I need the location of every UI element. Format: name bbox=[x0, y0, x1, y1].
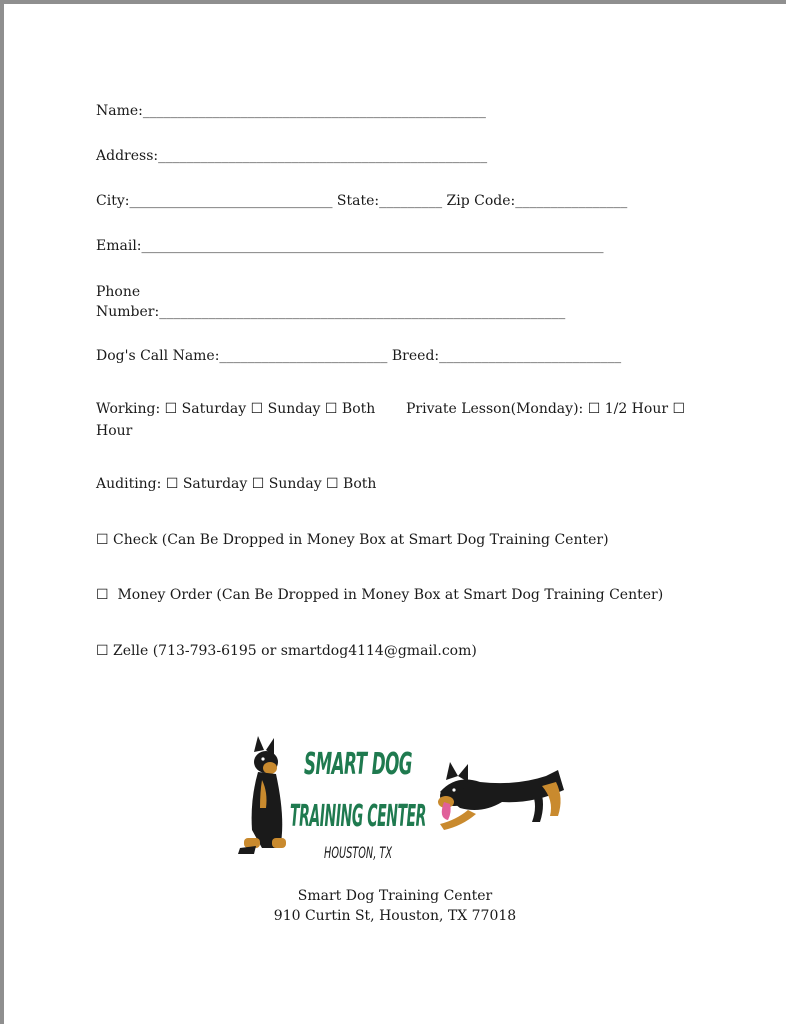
email-field[interactable]: Email:__________________________________________________________________ bbox=[96, 238, 604, 254]
logo-text-line2: TRAINING CENTER bbox=[290, 799, 426, 834]
name-field[interactable]: Name:_________________________________________________ bbox=[96, 103, 486, 119]
footer-org-name: Smart Dog Training Center bbox=[297, 888, 493, 904]
logo-text-line1: SMART DOG bbox=[304, 747, 413, 782]
phone-field[interactable]: Number:__________________________________________________________ bbox=[96, 304, 566, 320]
document-page bbox=[4, 4, 786, 1024]
zelle-option[interactable]: ☐ Zelle (713-793-6195 or smartdog4114@gmail.com) bbox=[96, 643, 477, 659]
working-options[interactable]: Working: ☐ Saturday ☐ Sunday ☐ Both bbox=[96, 401, 376, 417]
leaping-dog-icon bbox=[438, 762, 564, 830]
private-lesson-hour-label: Hour bbox=[96, 423, 133, 439]
city-state-zip-field[interactable]: City:_____________________________ State:_________ Zip Code:________________ bbox=[96, 193, 628, 209]
footer-address: 910 Curtin St, Houston, TX 77018 bbox=[273, 908, 517, 924]
phone-label: Phone bbox=[96, 284, 141, 300]
check-option[interactable]: ☐ Check (Can Be Dropped in Money Box at Smart Dog Training Center) bbox=[96, 532, 609, 548]
sitting-dog-icon bbox=[238, 736, 286, 854]
auditing-options[interactable]: Auditing: ☐ Saturday ☐ Sunday ☐ Both bbox=[96, 476, 377, 492]
smart-dog-logo bbox=[232, 730, 582, 868]
money-order-option[interactable]: ☐ Money Order (Can Be Dropped in Money Box at Smart Dog Training Center) bbox=[96, 587, 664, 603]
dog-breed-field[interactable]: Dog's Call Name:________________________ Breed:__________________________ bbox=[96, 348, 622, 364]
private-lesson-options[interactable]: Private Lesson(Monday): ☐ 1/2 Hour ☐ bbox=[406, 401, 686, 417]
address-field[interactable]: Address:_______________________________________________ bbox=[96, 148, 488, 164]
logo-text-line3: HOUSTON, TX bbox=[324, 843, 393, 862]
